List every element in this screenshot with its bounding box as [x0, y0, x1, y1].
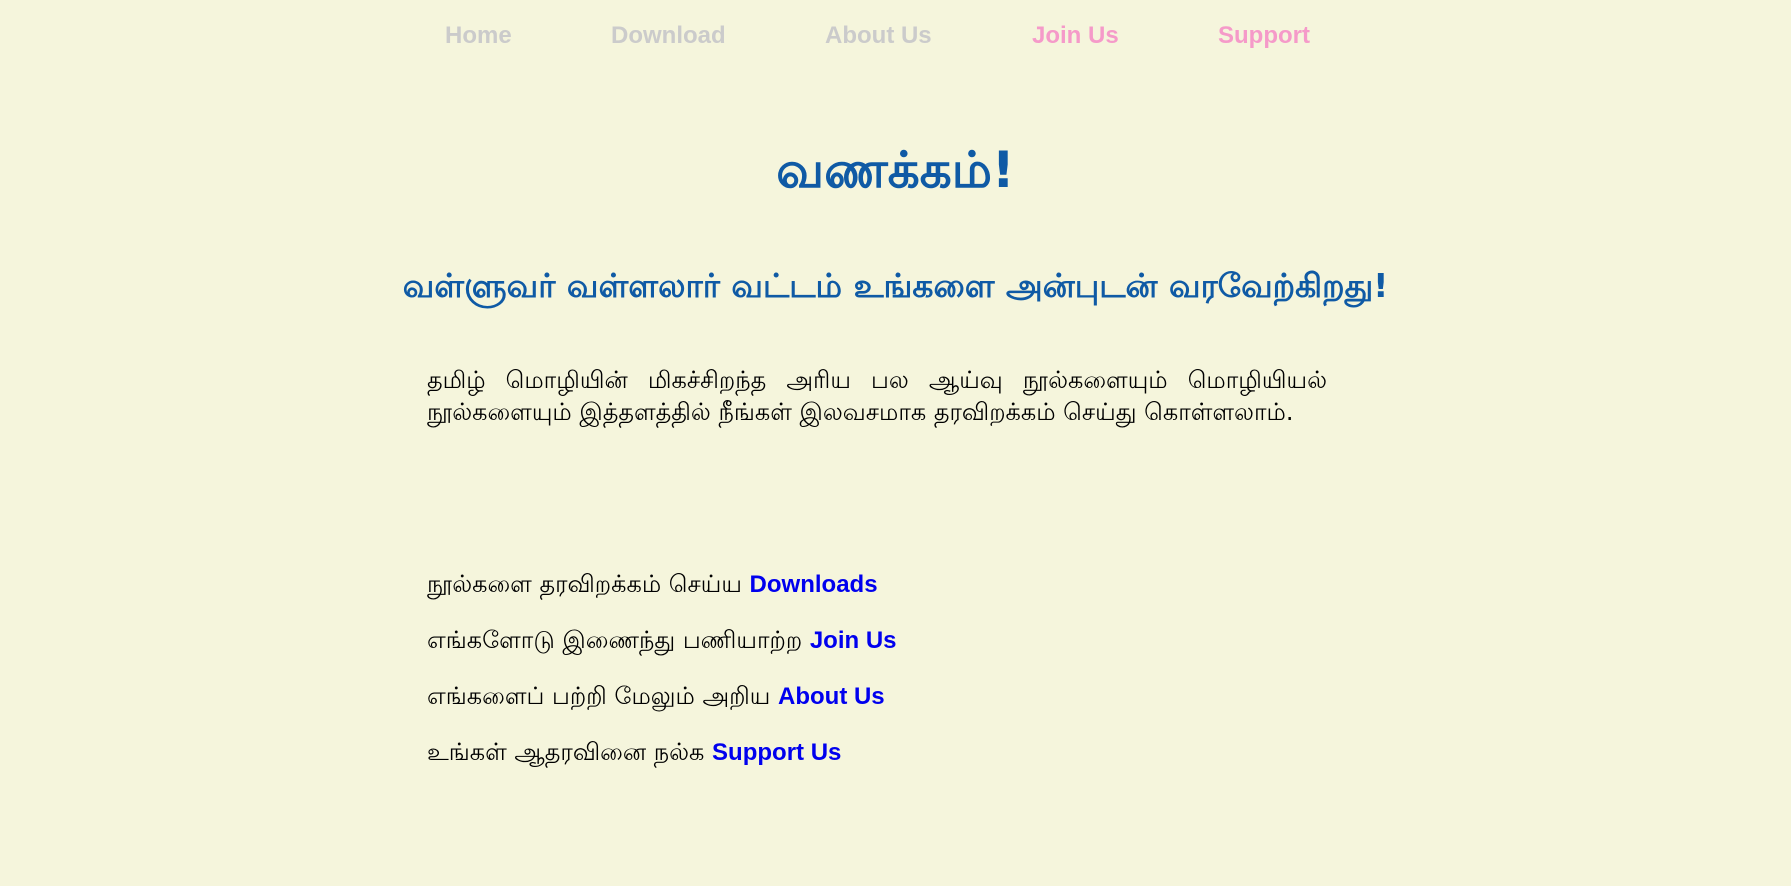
quick-link-row-support-us [427, 732, 1427, 788]
quick-link-text: உங்கள் ஆதரவினை நல்க [427, 738, 705, 766]
nav-link-download[interactable]: Download [611, 22, 726, 49]
quick-link-text: நூல்களை தரவிறக்கம் செய்ய [427, 570, 742, 598]
downloads-link[interactable]: Downloads [749, 571, 878, 598]
support-us-link[interactable]: Support Us [712, 739, 842, 766]
quick-link-row-downloads [427, 564, 1427, 620]
nav-link-about-us[interactable]: About Us [825, 22, 932, 49]
nav-link-home[interactable]: Home [445, 22, 512, 49]
quick-link-row-about-us [427, 676, 1427, 732]
page-title: வணக்கம்! [776, 141, 1015, 199]
intro-paragraph: தமிழ் மொழியின் மிகச்சிறந்த அரிய பல ஆய்வு நூல்களையும் மொழியியல் நூல்களையும் இத்தளத்தில் நீங்கள் இலவசமாக தரவிறக்கம் செய்து கொள்ளலாம். [427, 366, 1327, 426]
quick-link-row-join-us [427, 620, 1427, 676]
quick-link-text: எங்களோடு இணைந்து பணியாற்ற [427, 626, 803, 654]
nav-link-support[interactable]: Support [1218, 22, 1310, 49]
nav-link-join-us[interactable]: Join Us [1032, 22, 1119, 49]
about-us-link[interactable]: About Us [778, 683, 885, 710]
join-us-link[interactable]: Join Us [809, 627, 897, 654]
top-nav [0, 18, 1791, 54]
quick-link-text: எங்களைப் பற்றி மேலும் அறிய [427, 682, 771, 710]
welcome-subtitle: வள்ளுவர் வள்ளலார் வட்டம் உங்களை அன்புடன் வரவேற்கிறது! [402, 266, 1389, 305]
quick-links [427, 564, 1427, 788]
